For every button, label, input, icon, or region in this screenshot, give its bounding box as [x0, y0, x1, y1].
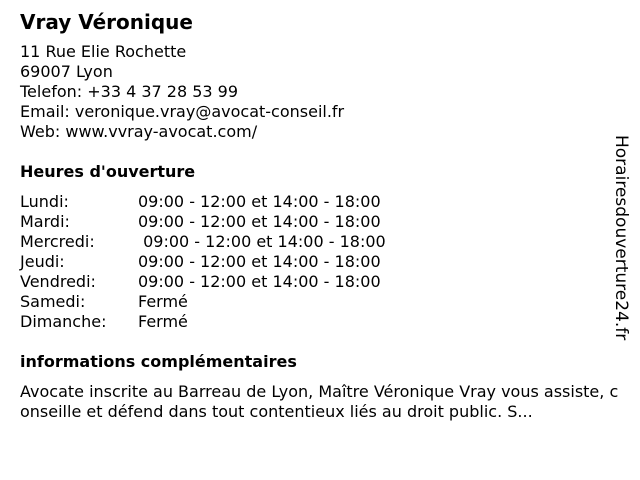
web-line: Web: www.vvray-avocat.com/ — [20, 122, 258, 141]
business-name: Vray Véronique — [20, 10, 193, 34]
day-hours: 09:00 - 12:00 et 14:00 - 18:00 — [138, 252, 381, 271]
hours-heading: Heures d'ouverture — [20, 162, 196, 181]
hours-row-jeudi — [20, 252, 610, 272]
day-hours: Fermé — [138, 292, 188, 311]
day-hours: 09:00 - 12:00 et 14:00 - 18:00 — [138, 272, 381, 291]
site-watermark: Horairesdouverture24.fr — [611, 135, 631, 341]
day-label: Mardi: — [20, 212, 70, 231]
day-label: Samedi: — [20, 292, 86, 311]
day-label: Lundi: — [20, 192, 69, 211]
hours-row-lundi — [20, 192, 610, 212]
day-label: Dimanche: — [20, 312, 107, 331]
hours-row-samedi — [20, 292, 610, 312]
day-label: Mercredi: — [20, 232, 95, 251]
info-heading: informations complémentaires — [20, 352, 297, 371]
address-line-2: 69007 Lyon — [20, 62, 113, 81]
hours-row-mercredi — [20, 232, 610, 252]
info-description: Avocate inscrite au Barreau de Lyon, Maître Véronique Vray vous assiste, conseille et défend dans tout contentieux liés au droit public. S... — [20, 382, 619, 421]
day-hours: 09:00 - 12:00 et 14:00 - 18:00 — [138, 212, 381, 231]
address-line-1: 11 Rue Elie Rochette — [20, 42, 187, 61]
hours-table — [20, 192, 610, 332]
business-card — [20, 10, 619, 422]
day-hours: Fermé — [138, 312, 188, 331]
hours-row-dimanche — [20, 312, 610, 332]
phone-line: Telefon: +33 4 37 28 53 99 — [20, 82, 239, 101]
hours-row-mardi — [20, 212, 610, 232]
hours-row-vendredi — [20, 272, 610, 292]
day-label: Vendredi: — [20, 272, 96, 291]
day-hours: 09:00 - 12:00 et 14:00 - 18:00 — [138, 232, 386, 251]
email-line: Email: veronique.vray@avocat-conseil.fr — [20, 102, 345, 121]
day-hours: 09:00 - 12:00 et 14:00 - 18:00 — [138, 192, 381, 211]
day-label: Jeudi: — [20, 252, 65, 271]
